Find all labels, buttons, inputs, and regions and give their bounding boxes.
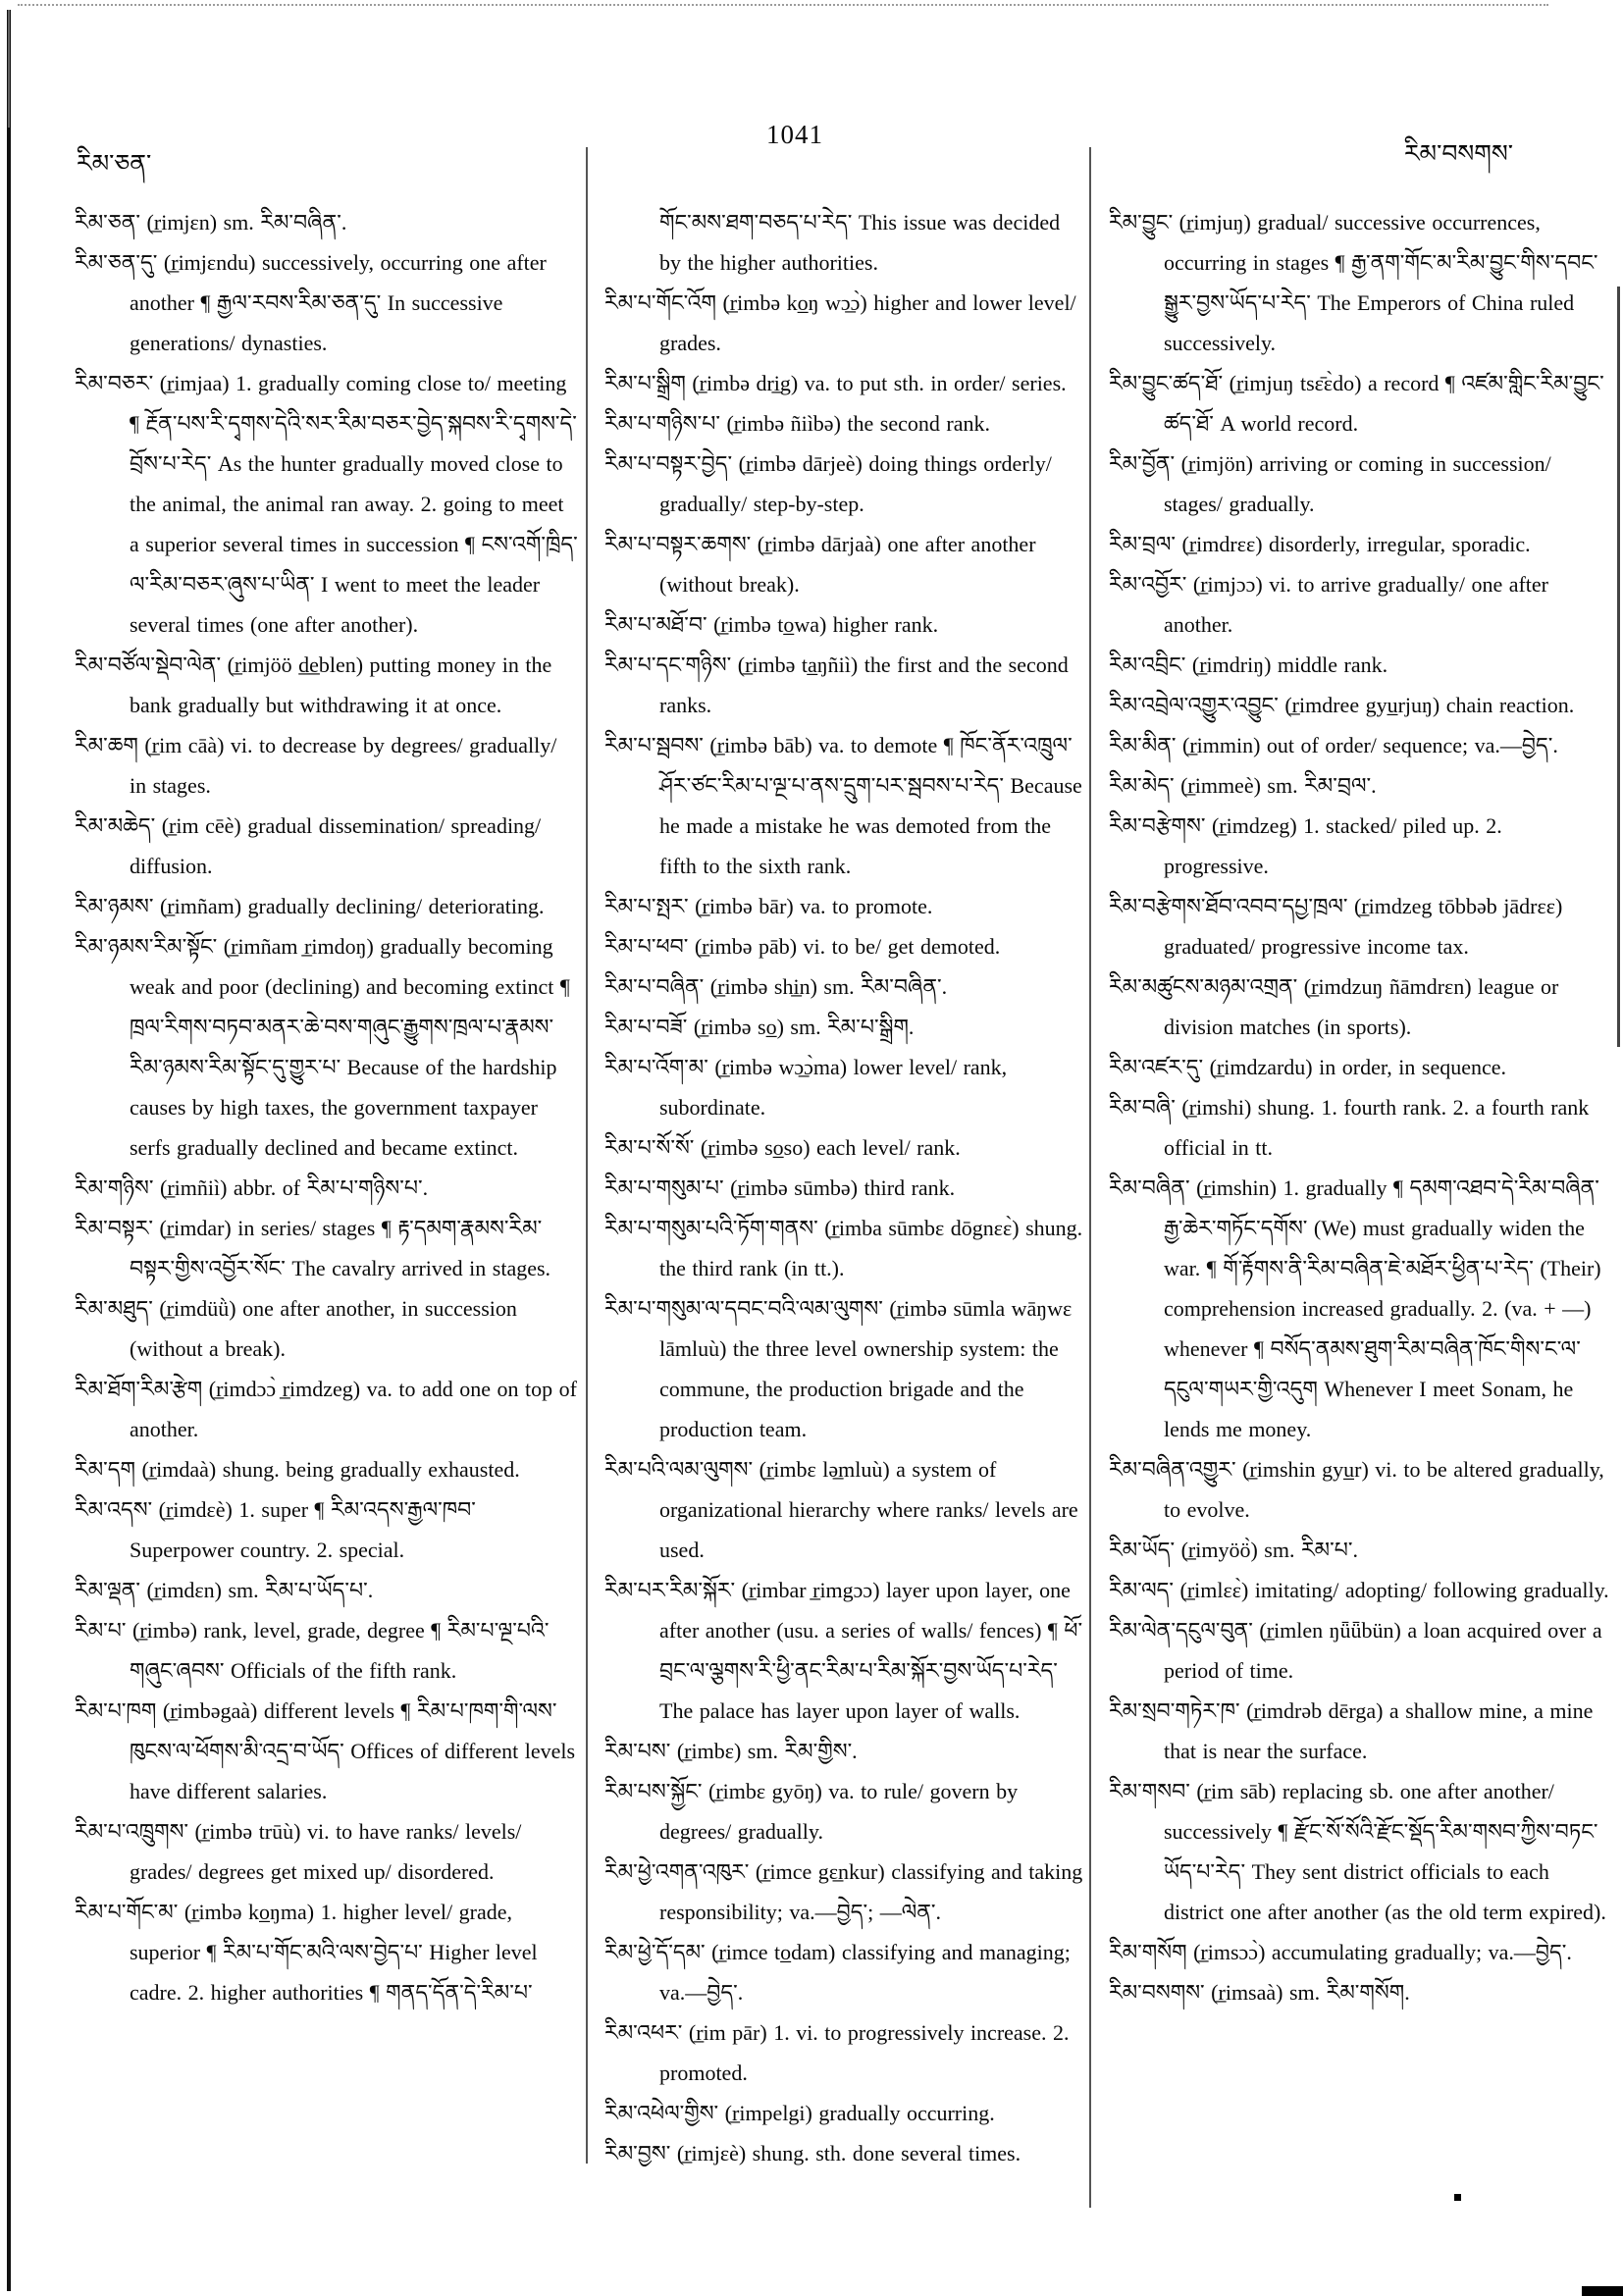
- dictionary-entry: རིམ་པ་འཁྲུགས་ (r̲imbə trūù) vi. to have ranks/ levels/ grades/ degrees get mixed up/ disordered.: [75, 1819, 522, 1884]
- dictionary-entry: རིམ་ཉམས་ (r̲imñam) gradually declining/ deteriorating.: [75, 894, 545, 918]
- dictionary-entry: རིམ་མིན་ (r̲immin) out of order/ sequence; va.—བྱེད་.: [1109, 733, 1558, 757]
- guide-word-right: རིམ་བསགས་: [1403, 141, 1513, 168]
- dictionary-entry: རིམ་པ་བསྟར་བྱེད་ (r̲imbə dārjeè) doing things orderly/ gradually/ step-by-step.: [604, 451, 1052, 516]
- dictionary-entry: རིམ་ཕྱེ་འགན་འཁུར་ (r̲imce gɛ̲nkur) classifying and taking responsibility; va.—བྱེད་; —ལེན་.: [604, 1859, 1083, 1924]
- dictionary-entry: རིམ་པ་སོ་སོ་ (r̲imbə so̲so) each level/ rank.: [604, 1135, 961, 1160]
- dictionary-entry: རིམ་པ་གསུམ་པའི་ཏོག་གནས་ (r̲imba sūmbɛ dōgnɛɛ̀) shung. the third rank (in tt.).: [604, 1216, 1083, 1280]
- dictionary-entry: རིམ་བྱུང་ཚད་ཐོ་ (r̲imjuŋ tsɛ̄ɛ̀do) a record ¶ འཛམ་གླིང་རིམ་བྱུང་ཚད་ཐོ་ A world record.: [1109, 371, 1604, 436]
- dictionary-entry: རིམ་པ་གསུམ་པ་ (r̲imbə sūmbə) third rank.: [604, 1175, 956, 1200]
- dictionary-entry: རིམ་ཡོད་ (r̲imyöö̀) sm. རིམ་པ་.: [1109, 1538, 1358, 1562]
- dictionary-entry: རིམ་བཅར་ (r̲imjaa) 1. gradually coming close to/ meeting ¶ རྔོན་པས་རི་དྭགས་དེའི་སར་རིམ་བཅར་བྱེད་སྐབས་རི་དྭགས་དེ་བྲོས་པ་རེད་ As the hunter gradually moved close to the animal, the animal ran away. 2. going to meet a superior several times in succession ¶ ངས་འགོ་ཁྲིད་ལ་རིམ་བཅར་ཞུས་པ་ཡིན་ I went to meet the leader several times (one after another).: [75, 371, 578, 637]
- dictionary-entry: རིམ་པ་བཟོ་ (r̲imbə so̲) sm. རིམ་པ་སྒྲིག.: [604, 1015, 915, 1039]
- dictionary-entry: རིམ་པ་སྤར་ (r̲imbə bār) va. to promote.: [604, 894, 933, 918]
- dictionary-entry: རིམ་བཞིན་འགྱུར་ (r̲imshin gyu̲r) vi. to be altered gradually, to evolve.: [1109, 1457, 1604, 1522]
- dictionary-entry: རིམ་པའི་ལམ་ལུགས་ (r̲imbɛ lə̲mluù) a system of organizational hierarchy where ranks/ levels are used.: [604, 1457, 1078, 1562]
- dictionary-entry: རིམ་ལད་ (r̲imlɛɛ̀) imitating/ adopting/ following gradually.: [1109, 1578, 1609, 1602]
- column-divider-right: [1089, 147, 1091, 2208]
- dictionary-entry: རིམ་བཙོལ་སྡེབ་ལེན་ (r̲imjöö d̲e̲blen) putting money in the bank gradually but withdrawing it at once.: [75, 652, 552, 717]
- dictionary-entry: རིམ་ཉམས་རིམ་སྟོང་ (r̲imñam r̲imdoŋ) gradually becoming weak and poor (declining) and becoming extinct ¶ ཁྲལ་རིགས་བཏབ་མནར་ཆེ་བས་གཞུང་རྒྱུགས་ཁྲལ་པ་རྣམས་རིམ་ཉམས་རིམ་སྟོང་དུ་གྱུར་པ་ Because of the hardship causes by high taxes, the government taxpayer serfs gradually declined and became extinct.: [75, 934, 570, 1160]
- dictionary-entry: རིམ་པ་ཕབ་ (r̲imbə pāb) vi. to be/ get demoted.: [604, 934, 1001, 959]
- dictionary-entry: རིམ་བསྟར་ (r̲imdar) in series/ stages ¶ རྟ་དམག་རྣམས་རིམ་བསྟར་གྱིས་འབྱོར་སོང་ The cavalry arrived in stages.: [75, 1216, 551, 1280]
- dictionary-entry: རིམ་ཅན་ (r̲imjɛn) sm. རིམ་བཞིན་.: [75, 210, 347, 235]
- dictionary-entry: རིམ་བཞི་ (r̲imshi) shung. 1. fourth rank. 2. a fourth rank official in tt.: [1109, 1095, 1590, 1160]
- entry-continuation: གོང་མས་ཐག་བཅད་པ་རེད་ This issue was decided by the higher authorities.: [659, 210, 1061, 275]
- scan-artifact-dot: [1454, 2194, 1461, 2201]
- guide-word-left: རིམ་ཅན་: [77, 151, 152, 178]
- dictionary-entry: རིམ་པ་སྦབས་ (r̲imbə bāb) va. to demote ¶ ཁོང་ནོར་འཁྲུལ་ཤོར་ཙང་རིམ་པ་ལྔ་པ་ནས་དྲུག་པར་སྦབས་པ་རེད་ Because he made a mistake he was demoted from the fifth to the sixth rank.: [604, 733, 1082, 878]
- dictionary-entry: རིམ་པ་བཞིན་ (r̲imbə shi̲n) sm. རིམ་བཞིན་.: [604, 974, 948, 999]
- dictionary-entry: རིམ་བྱོན་ (r̲imjön) arriving or coming in succession/ stages/ gradually.: [1109, 451, 1551, 516]
- dictionary-entry: རིམ་ཐོག་རིམ་རྩེག (r̲imdɔɔ̀ r̲imdzeg) va. to add one on top of another.: [75, 1377, 577, 1441]
- dictionary-entry: རིམ་དག (r̲imdaà) shung. being gradually exhausted.: [75, 1457, 520, 1482]
- dictionary-entry: རིམ་པས་ (r̲imbɛ) sm. རིམ་གྱིས་.: [604, 1739, 858, 1763]
- dictionary-entry: རིམ་ཅན་དུ་ (r̲imjɛndu) successively, occurring one after another ¶ རྒྱལ་རབས་རིམ་ཅན་དུ་ In successive generations/ dynasties.: [75, 250, 547, 355]
- dictionary-entry: རིམ་མཆེད་ (r̲im cēè) gradual dissemination/ spreading/ diffusion.: [75, 813, 542, 878]
- dictionary-entry: རིམ་འཕེལ་གྱིས་ (r̲impelgi) gradually occurring.: [604, 2101, 995, 2125]
- dictionary-entry: རིམ་བརྩེགས་ཐོབ་འབབ་དཔྱ་ཁྲལ་ (r̲imdzeg tōbbəb jādrɛɛ) graduated/ progressive income tax.: [1109, 894, 1563, 959]
- dictionary-entry: རིམ་མཚུངས་མཉམ་འགྲན་ (r̲imdzuŋ ñāmdrɛn) league or division matches (in sports).: [1109, 974, 1559, 1039]
- dictionary-entry: རིམ་འདས་ (r̲imdɛè) 1. super ¶ རིམ་འདས་རྒྱལ་ཁབ་ Superpower country. 2. special.: [75, 1497, 476, 1562]
- dictionary-entry: རིམ་འབྱོར་ (r̲imjɔɔ) vi. to arrive gradually/ one after another.: [1109, 572, 1549, 637]
- dictionary-entry: རིམ་འཕར་ (r̲im pār) 1. vi. to progressively increase. 2. promoted.: [604, 2020, 1070, 2085]
- dictionary-entry: རིམ་གསོག (r̲imsɔɔ̀) accumulating gradually; va.—བྱེད་.: [1109, 1940, 1572, 1964]
- scan-artifact-spine-line: [7, 10, 11, 2291]
- dictionary-entry: རིམ་པ་བསྟར་ཆགས་ (r̲imbə dārjaà) one after another (without break).: [604, 532, 1036, 597]
- column-1: [75, 202, 579, 2012]
- column-3: [1109, 202, 1613, 2012]
- dictionary-entry: རིམ་མེད་ (r̲immeè) sm. རིམ་བྲལ་.: [1109, 773, 1377, 798]
- dictionary-entry: རིམ་པ་དང་གཉིས་ (r̲imbə ta̲ŋñiì) the first and the second ranks.: [604, 652, 1069, 717]
- dictionary-entry: རིམ་པ་གོང་འོག (r̲imbə ko̲ŋ wɔ̲ɔ̀) higher and lower level/ grades.: [604, 290, 1076, 355]
- dictionary-entry: རིམ་མཐུད་ (r̲imdüǜ) one after another, in succession (without a break).: [75, 1296, 517, 1361]
- dictionary-entry: རིམ་འཛར་དུ་ (r̲imdzardu) in order, in sequence.: [1109, 1055, 1507, 1079]
- dictionary-entry: རིམ་ཕྱེ་དོ་དམ་ (r̲imce to̲dam) classifying and managing; va.—བྱེད་.: [604, 1940, 1071, 2005]
- column-divider-left: [586, 147, 588, 2164]
- dictionary-entry: རིམ་སྲབ་གཏེར་ཁ་ (r̲imdrəb dērga) a shallow mine, a mine that is near the surface.: [1109, 1698, 1594, 1763]
- dictionary-entry: རིམ་པ་འོག་མ་ (r̲imbə wɔ̲ɔ̀ma) lower level/ rank, subordinate.: [604, 1055, 1008, 1120]
- dictionary-entry: རིམ་པས་སྐྱོང་ (r̲imbɛ gyōŋ) va. to rule/ govern by degrees/ gradually.: [604, 1779, 1019, 1844]
- dictionary-entry: རིམ་བཞིན་ (r̲imshin) 1. gradually ¶ དམག་འཐབ་དེ་རིམ་བཞིན་རྒྱ་ཆེར་གཏོང་དགོས་ (We) must gradually widen the war. ¶ གོ་རྟོགས་ནི་རིམ་བཞིན་ཇེ་མཐོར་ཕྱིན་པ་རེད་ (Their) comprehension increased gradually. 2. (va. + —) whenever ¶ བསོད་ནམས་ཐུག་རིམ་བཞིན་ཁོང་གིས་ང་ལ་དངུལ་གཡར་གྱི་འདུག Whenever I meet Sonam, he lends me money.: [1109, 1175, 1601, 1441]
- scan-artifact-corner-bar: [1582, 2286, 1623, 2296]
- dictionary-entry: རིམ་པ་མཐོ་བ་ (r̲imbə to̲wa) higher rank.: [604, 612, 939, 637]
- dictionary-entry: རིམ་བརྩེགས་ (r̲imdzeg) 1. stacked/ piled up. 2. progressive.: [1109, 813, 1502, 878]
- dictionary-entry: རིམ་ལྡན་ (r̲imdɛn) sm. རིམ་པ་ཡོད་པ་.: [75, 1578, 374, 1602]
- page-number: 1041: [766, 120, 823, 149]
- dictionary-entry: རིམ་ཆག (r̲im cāà) vi. to decrease by degrees/ gradually/ in stages.: [75, 733, 557, 798]
- dictionary-entry: རིམ་འབྲིང་ (r̲imdriŋ) middle rank.: [1109, 652, 1388, 677]
- dictionary-entry: རིམ་འབྲེལ་འགྱུར་འབྱུང་ (r̲imdree gyu̲rjuŋ) chain reaction.: [1109, 693, 1575, 717]
- dictionary-entry: རིམ་གཉིས་ (r̲imñiì) abbr. of རིམ་པ་གཉིས་པ་.: [75, 1175, 429, 1200]
- dictionary-entry: རིམ་པ་གོང་མ་ (r̲imbə ko̲ŋma) 1. higher level/ grade, superior ¶ རིམ་པ་གོང་མའི་ལས་བྱེད་པ་ Higher level cadre. 2. higher authorities ¶ གནད་དོན་དེ་རིམ་པ་: [75, 1900, 538, 2005]
- dictionary-entry: རིམ་གསབ་ (r̲im sāb) replacing sb. one after another/ successively ¶ རྫོང་སོ་སོའི་རྫོང་སྡོད་རིམ་གསབ་ཀྱིས་བཏང་ཡོད་པ་རེད་ They sent district officials to each district one after another (as the old term expired).: [1109, 1779, 1606, 1924]
- dictionary-entry: རིམ་བྱས་ (r̲imjɛè) shung. sth. done several times.: [604, 2141, 1021, 2166]
- dictionary-entry: རིམ་བསགས་ (r̲imsaà) sm. རིམ་གསོག.: [1109, 1980, 1410, 2005]
- scan-artifact-top-dotted-line: [18, 4, 1548, 6]
- dictionary-entry: རིམ་པར་རིམ་སྐོར་ (r̲imbar r̲imgɔɔ) layer upon layer, one after another (usu. a series of walls/ fences) ¶ ཕོ་བྲང་ལ་ལྕགས་རི་ཕྱི་ནང་རིམ་པ་རིམ་སྐོར་བྱས་ཡོད་པ་རེད་ The palace has layer upon layer of walls.: [604, 1578, 1083, 1723]
- dictionary-entry: རིམ་པ་ (r̲imbə) rank, level, grade, degree ¶ རིམ་པ་ལྔ་པའི་གཞུང་ཞབས་ Officials of the fifth rank.: [75, 1618, 550, 1683]
- dictionary-entry: རིམ་པ་གཉིས་པ་ (r̲imbə ñiìbə) the second rank.: [604, 411, 990, 436]
- dictionary-entry: རིམ་པ་སྒྲིག (r̲imbə dri̲g) va. to put sth. in order/ series.: [604, 371, 1067, 395]
- dictionary-entry: རིམ་བྲལ་ (r̲imdrɛɛ) disorderly, irregular, sporadic.: [1109, 532, 1531, 556]
- column-2: [604, 202, 1083, 2173]
- scan-artifact-right-edge: [1617, 287, 1620, 1047]
- dictionary-entry: རིམ་པ་ཁག (r̲imbəgaà) different levels ¶ རིམ་པ་ཁག་གི་ལས་ཁུངས་ལ་ཕོགས་མི་འདྲ་བ་ཡོད་ Offices of different levels have different salaries.: [75, 1698, 576, 1803]
- dictionary-entry: རིམ་པ་གསུམ་ལ་དབང་བའི་ལམ་ལུགས་ (r̲imbə sūmla wāŋwɛ lāmluù) the three level ownership system: the commune, the production brigade and the production team.: [604, 1296, 1073, 1441]
- dictionary-entry: རིམ་ལེན་དངུལ་བུན་ (r̲imlen ŋǖǖbün) a loan acquired over a period of time.: [1109, 1618, 1602, 1683]
- dictionary-entry: རིམ་བྱུང་ (r̲imjuŋ) gradual/ successive occurrences, occurring in stages ¶ རྒྱ་ནག་གོང་མ་རིམ་བྱུང་གིས་དབང་སྒྱུར་བྱས་ཡོད་པ་རེད་ The Emperors of China ruled successively.: [1109, 210, 1598, 355]
